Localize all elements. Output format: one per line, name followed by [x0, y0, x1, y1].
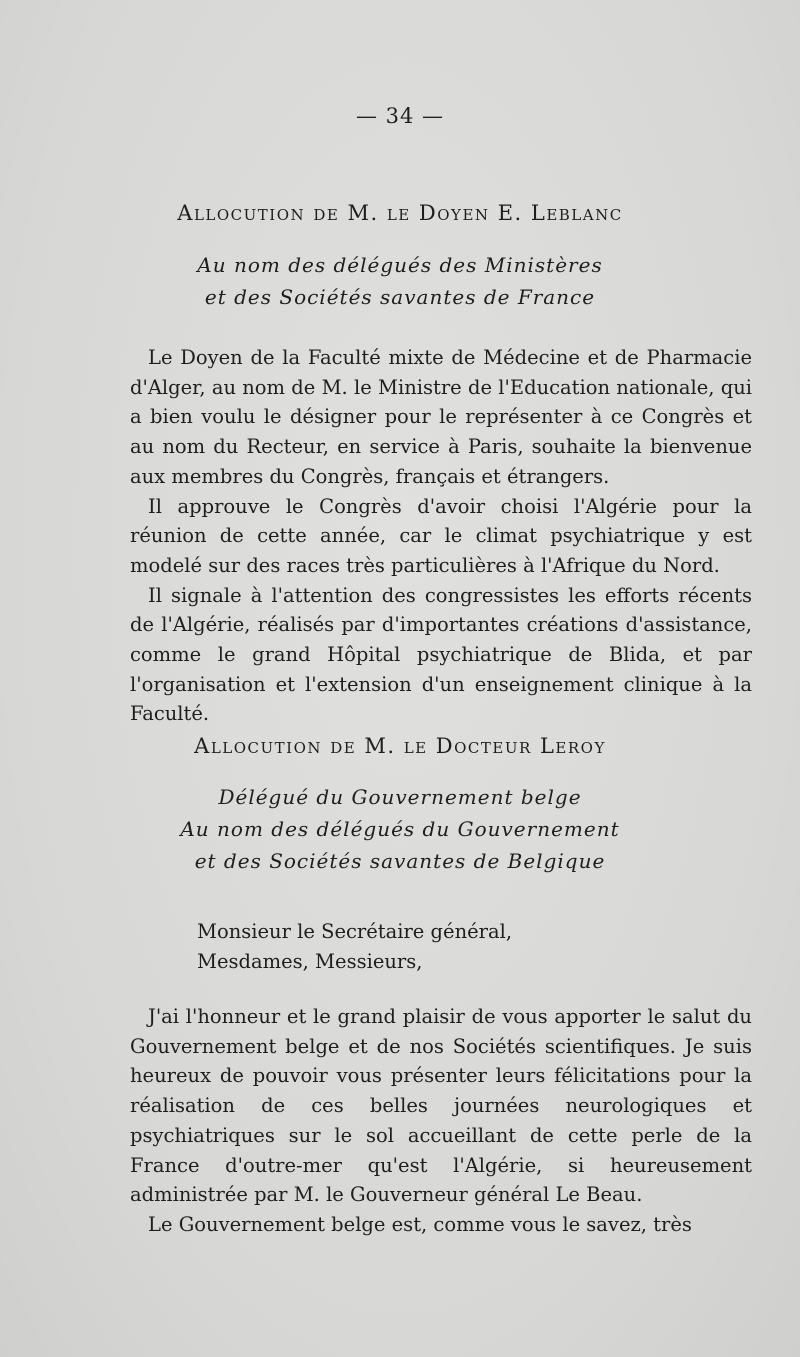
salutation: [197, 917, 512, 976]
section2-paragraph-2: Le Gouvernement belge est, comme vous le savez, très: [148, 1212, 692, 1236]
section2-body: [130, 1002, 752, 1240]
section1-body: [130, 343, 752, 729]
section1-subtitle-line2: et des Sociétés savantes de France: [204, 285, 596, 309]
section2-subtitle-line1: Délégué du Gouvernement belge: [218, 785, 582, 809]
section2-heading: Allocution de M. le Docteur Leroy: [194, 734, 606, 758]
section2-subtitle-line2: Au nom des délégués du Gouvernement: [180, 817, 620, 841]
section1-paragraph-1: Le Doyen de la Faculté mixte de Médecine et de Pharmacie d'Alger, au nom de M. le Ministre de l'Education nationale, qui a bien voulu le désigner pour le représenter à ce Congrès et au nom du Recteur, en service à Paris, souhaite la bienvenue aux membres du Congrès, français et étrangers.: [130, 346, 752, 488]
page-number: — 34 —: [355, 104, 445, 128]
section2-paragraph-1: J'ai l'honneur et le grand plaisir de vous apporter le salut du Gouvernement belge et de nos Sociétés scientifiques. Je suis heureux de pouvoir vous présenter leurs félicitations pour la réalisation de ces belles journées neurologiques et psychiatriques sur le sol accueillant de cette perle de la France d'outre-mer qu'est l'Algérie, si heureusement administrée par M. le Gouverneur général Le Beau.: [130, 1005, 752, 1207]
section1-paragraph-3: Il signale à l'attention des congressistes les efforts récents de l'Algérie, réalisés par d'importantes créations d'assistance, comme le grand Hôpital psychiatrique de Blida, et par l'organisation et l'extension d'un enseignement clinique à la Faculté.: [130, 583, 752, 726]
salutation-line-2: Mesdames, Messieurs,: [197, 949, 423, 973]
salutation-line-1: Monsieur le Secrétaire général,: [197, 920, 513, 943]
section1-paragraph-2: Il approuve le Congrès d'avoir choisi l'Algérie pour la réunion de cette année, car le climat psychiatrique y est modelé sur des races très particulières à l'Afrique du Nord.: [130, 494, 752, 577]
section2-subtitle-line3: et des Sociétés savantes de Belgique: [194, 849, 606, 873]
section1-heading: Allocution de M. le Doyen E. Leblanc: [177, 201, 623, 225]
section1-subtitle-line1: Au nom des délégués des Ministères: [197, 253, 603, 277]
